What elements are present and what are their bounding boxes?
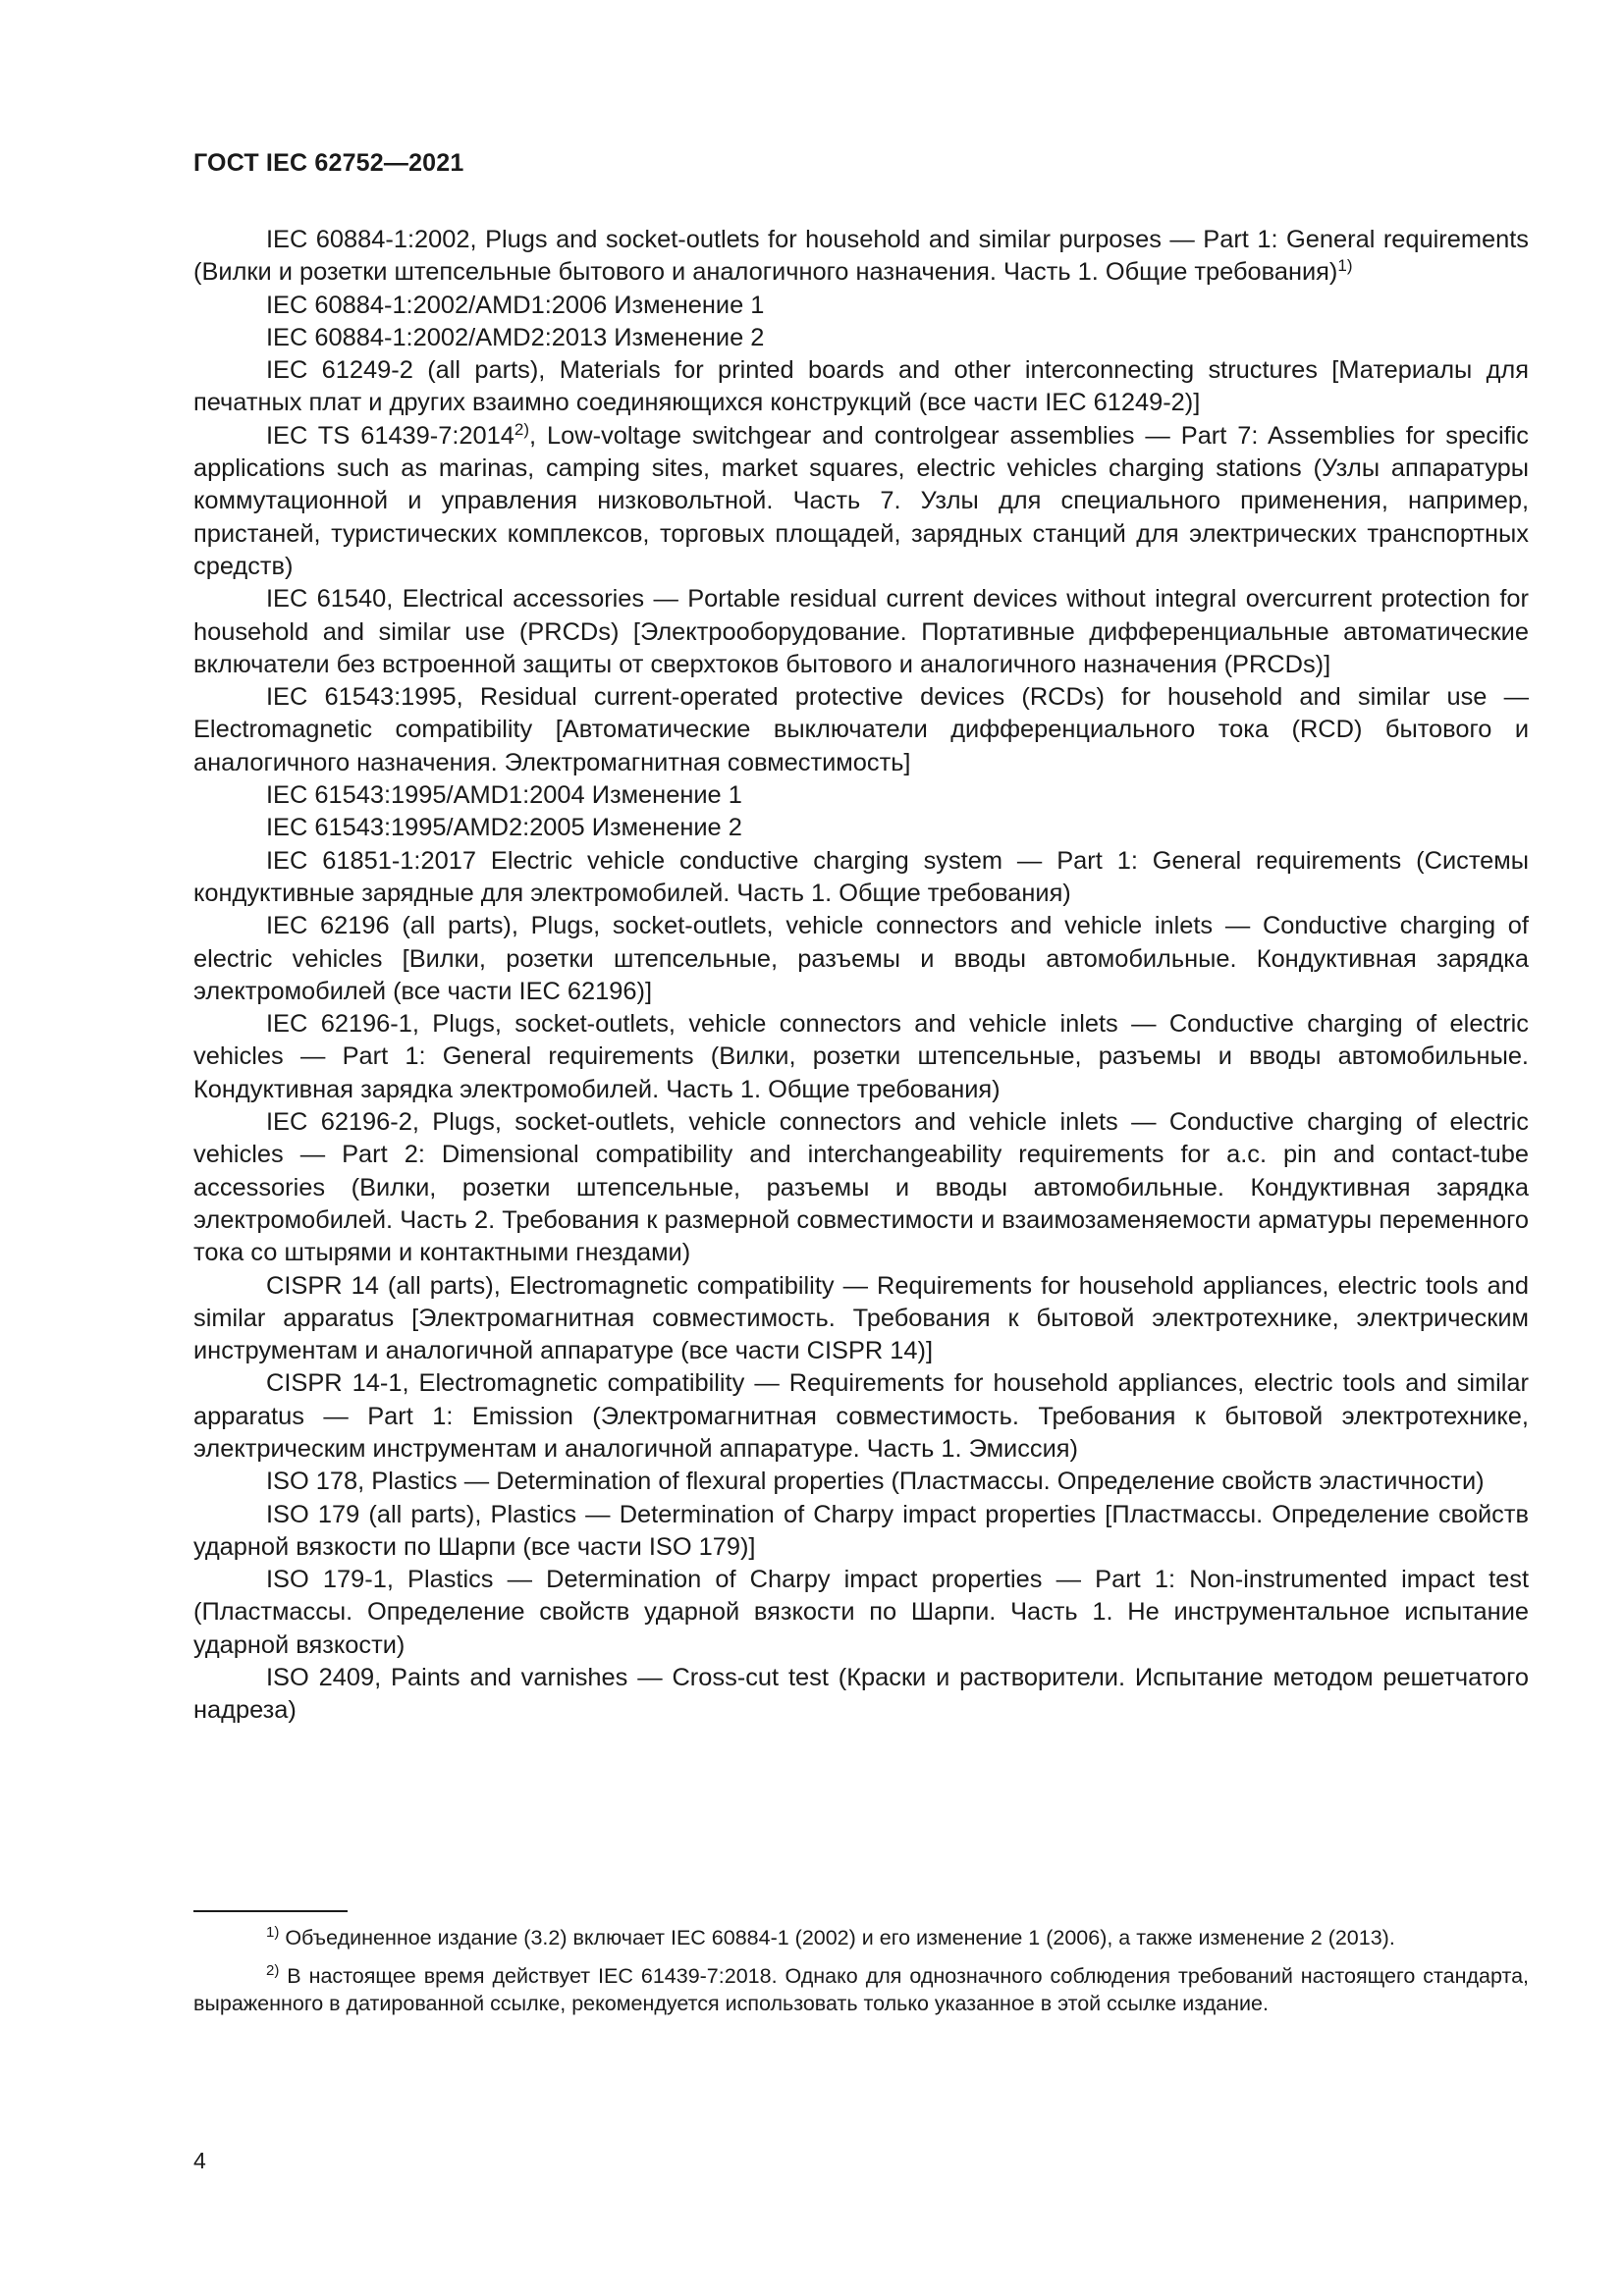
reference-item: ISO 178, Plastics — Determination of flexural properties (Пластмассы. Определение свойств эластичности) [266,1468,1485,1496]
footnote: $^{2)}$ В настоящее время действует IEC 61439-7:2018. Однако для однозначного соблюдения требований настоящего стандарта, выраженного в датированной ссылке, рекомендуется использовать только указанное в этой ссылке издание. [193,1961,1529,2015]
reference-item: IEC 62196-1, Plugs, socket-outlets, vehicle connectors and vehicle inlets — Conductive charging of electric vehicles — Part 1: General requirements (Вилки, розетки штепсельные, разъемы и вводы автомобильные. Кондуктивная зарядка электромобилей. Часть 1. Общие требования) [193,1010,1529,1103]
standard-header: ГОСТ IEC 62752—2021 [193,149,464,177]
footnote-marker: 2) [514,419,530,439]
reference-item: CISPR 14 (all parts), Electromagnetic compatibility — Requirements for household appliances, electric tools and similar apparatus [Электромагнитная совместимость. Требования к бытовой электротехнике, электрическим инструментам и аналогичной аппаратуре (все части CISPR 14)] [193,1271,1529,1365]
footnote-marker: 1) [1337,256,1353,276]
reference-item: IEC 62196-2, Plugs, socket-outlets, vehicle connectors and vehicle inlets — Conductive charging of electric vehicles — Part 2: Dimensional compatibility and interchangeability requirements for a.c. pin and contact-tube accessories (Вилки, розетки штепсельные, разъемы и вводы автомобильные. Кондуктивная зарядка электромобилей. Часть 2. Требования к размерной совместимости и взаимозаменяемости арматуры переменного тока со штырями и контактными гнездами) [193,1108,1529,1267]
footnote: $^{1)}$ Объединенное издание (3.2) включает IEC 60884-1 (2002) и его изменение 1 (2006), а также изменение 2 (2013). [266,1924,1395,1949]
page-number: 4 [193,2148,206,2173]
reference-item: ISO 2409, Paints and varnishes — Cross-cut test (Краски и растворители. Испытание методом решетчатого надреза) [193,1664,1529,1725]
reference-item: IEC 62196 (all parts), Plugs, socket-outlets, vehicle connectors and vehicle inlets — Conductive charging of electric vehicles [Вилки, розетки штепсельные, разъемы и вводы автомобильные. Кондуктивная зарядка электромобилей (все части IEC 62196)] [193,912,1529,1005]
reference-item: IEC 61543:1995/AMD2:2005 Изменение 2 [266,814,742,842]
reference-item: IEC 60884-1:2002/AMD2:2013 Изменение 2 [266,323,765,351]
reference-item: IEC 61543:1995/AMD1:2004 Изменение 1 [266,781,742,810]
footnote-separator [193,1910,348,1912]
reference-item: ISO 179-1, Plastics — Determination of Charpy impact properties — Part 1: Non-instrumented impact test (Пластмассы. Определение свойств ударной вязкости по Шарпи. Часть 1. Не инструментальное испытание ударной вязкости) [193,1566,1529,1659]
reference-item: IEC 61540, Electrical accessories — Portable residual current devices without integral overcurrent protection for household and similar use (PRCDs) [Электрооборудование. Портативные дифференциальные автоматические включатели без встроенной защиты от сверхтоков бытового и аналогичного назначения (PRCDs)] [193,585,1529,678]
reference-item: IEC 61543:1995, Residual current-operated protective devices (RCDs) for household and similar use — Electromagnetic compatibility [Автоматические выключатели дифференциального тока (RCD) бытового и аналогичного назначения. Электромагнитная совместимость] [193,683,1529,776]
reference-item: IEC 61249-2 (all parts), Materials for printed boards and other interconnecting structures [Материалы для печатных плат и других взаимно соединяющихся конструкций (все части IEC 61249-2)] [193,356,1529,417]
footnote-marker: 1) [266,1924,280,1941]
footnote-marker: 2) [266,1961,280,1979]
reference-item: ISO 179 (all parts), Plastics — Determination of Charpy impact properties [Пластмассы. Определение свойств ударной вязкости по Шарпи (все части ISO 179)] [193,1500,1529,1561]
reference-item: IEC TS 61439-7:2014$^{2)}$, Low-voltage switchgear and controlgear assemblies — Part 7: Assemblies for specific applications such as marinas, camping sites, market squares, electric vehicles charging stations (Узлы аппаратуры коммутационной и управления низковольтной. Часть 7. Узлы для специального применения, например, пристаней, туристических комплексов, торговых площадей, зарядных станций для электрических транспортных средств) [193,419,1529,580]
footnotes [193,1924,1529,2028]
reference-item: IEC 61851-1:2017 Electric vehicle conductive charging system — Part 1: General requirements (Системы кондуктивные зарядные для электромобилей. Часть 1. Общие требования) [193,846,1529,907]
reference-item: IEC 60884-1:2002/AMD1:2006 Изменение 1 [266,291,765,319]
reference-item: IEC 60884-1:2002, Plugs and socket-outlets for household and similar purposes — Part 1: General requirements (Вилки и розетки штепсельные бытового и аналогичного назначения. Часть 1. Общие требования)$^{1)}$ [193,226,1529,287]
normative-references [193,224,1529,1728]
reference-item: CISPR 14-1, Electromagnetic compatibility — Requirements for household appliances, electric tools and similar apparatus — Part 1: Emission (Электромагнитная совместимость. Требования к бытовой электротехнике, электрическим инструментам и аналогичной аппаратуре. Часть 1. Эмиссия) [193,1369,1529,1463]
